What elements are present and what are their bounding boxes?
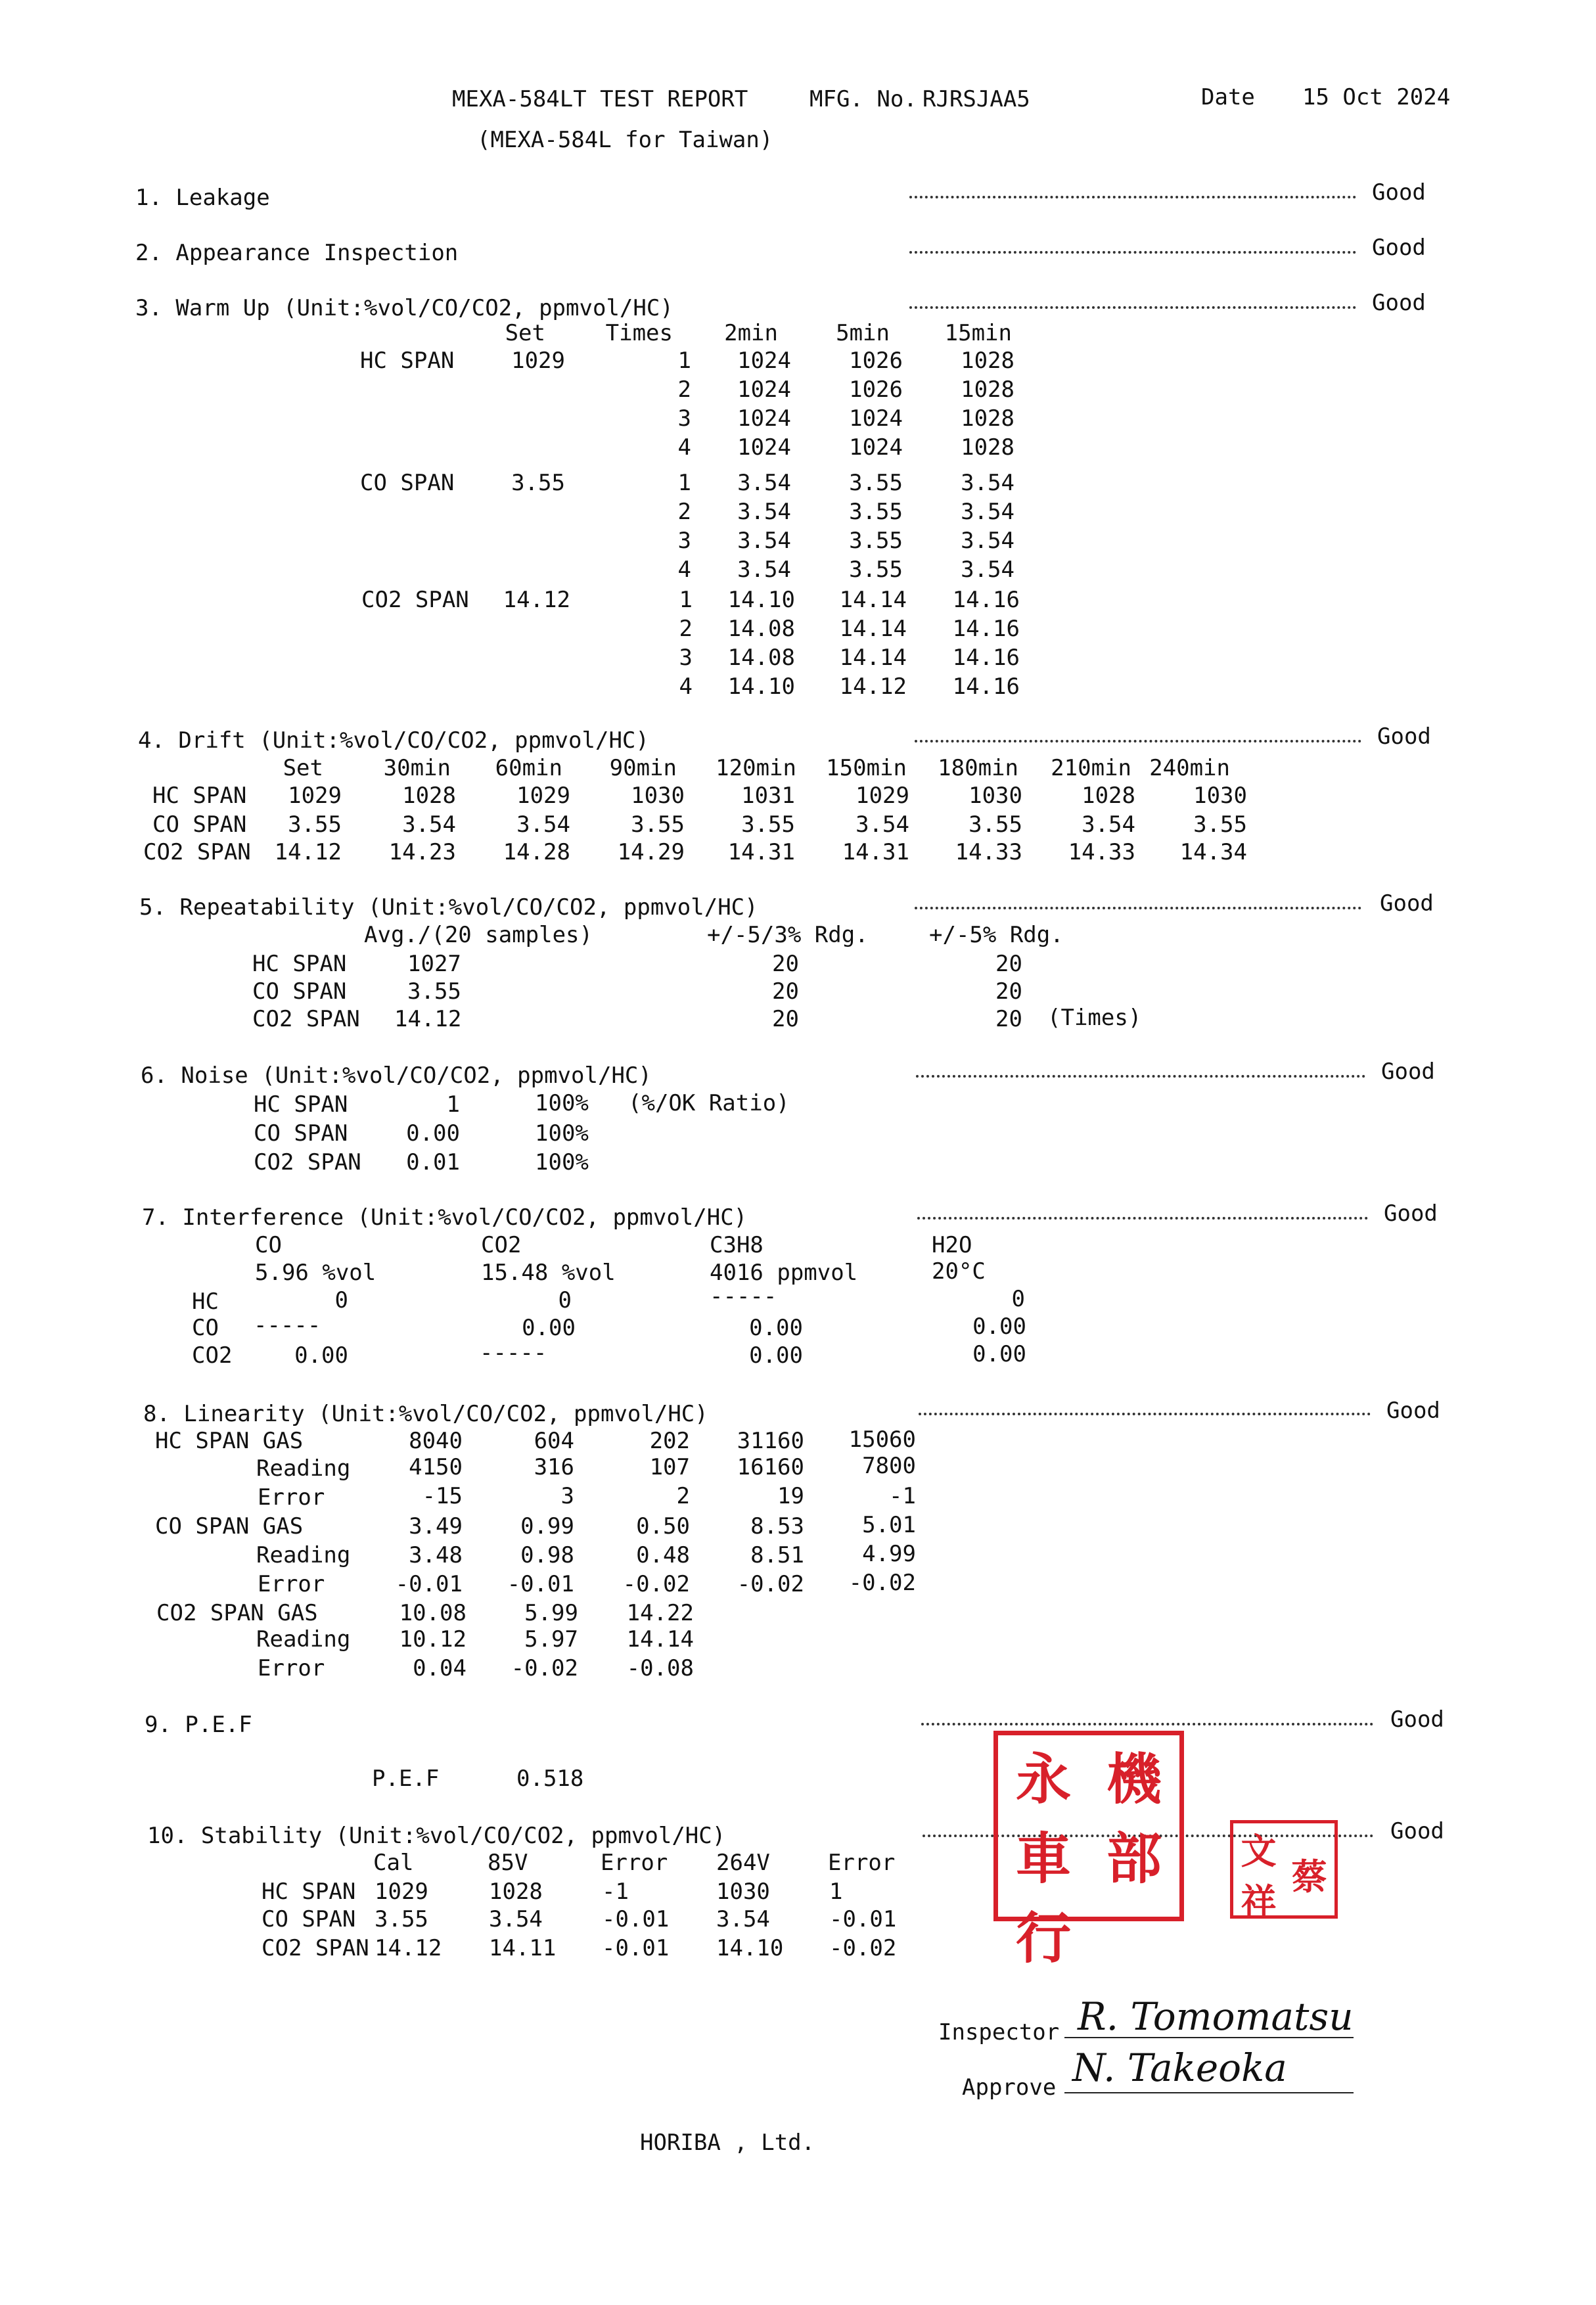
pef-label: P.E.F xyxy=(372,1766,440,1792)
stability-cell: 1028 xyxy=(489,1879,543,1905)
warmup-group-name: HC SPAN xyxy=(360,348,455,374)
interference-cell: 0.00 xyxy=(749,1315,803,1341)
warmup-cell: 14.08 xyxy=(727,616,795,642)
warmup-cell: 1024 xyxy=(849,405,903,432)
leader-dots xyxy=(919,1413,1371,1415)
linearity-gas-label: HC SPAN GAS xyxy=(155,1428,304,1454)
section-2-title: 2. Appearance Inspection xyxy=(135,240,459,266)
noise-value: 0.00 xyxy=(406,1120,460,1147)
drift-cell: 1029 xyxy=(855,783,909,809)
linearity-gas-label: CO2 SPAN GAS xyxy=(156,1600,318,1626)
repeat-count: 20 xyxy=(772,978,799,1005)
noise-value: 0.01 xyxy=(406,1149,460,1175)
stability-row-label: CO2 SPAN xyxy=(262,1935,369,1961)
linearity-cell: -1 xyxy=(889,1483,916,1509)
seal-char: 部 xyxy=(1106,1826,1162,1891)
warmup-times: 2 xyxy=(679,616,693,642)
warmup-times: 3 xyxy=(677,528,691,554)
warmup-times: 4 xyxy=(679,673,693,700)
interference-conc: 4016 ppmvol xyxy=(710,1260,858,1286)
stability-cell: 14.11 xyxy=(489,1935,557,1961)
warmup-cell: 1024 xyxy=(737,348,791,374)
noise-row-label: CO SPAN xyxy=(254,1120,348,1147)
repeat-head-5-3: +/-5/3% Rdg. xyxy=(707,922,869,948)
drift-cell: 3.55 xyxy=(631,811,685,838)
warmup-cell: 3.54 xyxy=(961,528,1015,554)
linearity-cell: 15060 xyxy=(848,1426,916,1453)
drift-head: 60min xyxy=(495,755,562,781)
leader-dots xyxy=(915,907,1361,909)
interference-cell: 0.00 xyxy=(972,1313,1026,1340)
warmup-cell: 1024 xyxy=(737,434,791,461)
linearity-cell: 316 xyxy=(534,1454,574,1480)
seal-char xyxy=(1089,1894,1179,1974)
drift-cell: 3.54 xyxy=(402,811,456,838)
repeat-count: 20 xyxy=(995,1006,1022,1032)
seal-char: 永 xyxy=(1015,1746,1071,1812)
drift-cell: 14.31 xyxy=(842,839,909,865)
warmup-set-value: 14.12 xyxy=(503,587,570,613)
linearity-cell: 8040 xyxy=(409,1428,463,1454)
stability-cell: -0.02 xyxy=(829,1935,897,1961)
warmup-cell: 3.55 xyxy=(849,499,903,525)
stability-head: 85V xyxy=(488,1850,528,1876)
drift-cell: 1030 xyxy=(1193,783,1247,809)
warmup-cell: 14.16 xyxy=(952,673,1020,700)
linearity-cell: 5.99 xyxy=(524,1600,578,1626)
linearity-reading-label: Reading xyxy=(256,1542,351,1568)
drift-cell: 1028 xyxy=(1082,783,1135,809)
signature-line xyxy=(1064,2037,1354,2038)
drift-head: 210min xyxy=(1051,755,1131,781)
linearity-cell: 4150 xyxy=(409,1454,463,1480)
repeat-row-label: HC SPAN xyxy=(252,951,347,977)
linearity-cell: 10.08 xyxy=(399,1600,467,1626)
company-seal-stamp xyxy=(993,1731,1184,1971)
linearity-cell: 3 xyxy=(560,1483,574,1509)
warmup-cell: 3.54 xyxy=(737,499,791,525)
warmup-cell: 1024 xyxy=(737,405,791,432)
drift-cell: 1030 xyxy=(631,783,685,809)
date-label: Date xyxy=(1201,84,1255,110)
stability-head: Cal xyxy=(373,1850,414,1876)
repeat-count: 20 xyxy=(772,951,799,977)
interference-cell: 0 xyxy=(334,1287,348,1313)
drift-head: 30min xyxy=(383,755,451,781)
seal-char: 祥 xyxy=(1241,1881,1277,1923)
warmup-group-name: CO2 SPAN xyxy=(361,587,469,613)
warmup-cell: 1026 xyxy=(849,377,903,403)
drift-head: 180min xyxy=(938,755,1018,781)
warmup-cell: 14.10 xyxy=(727,587,795,613)
interference-cell: 0.00 xyxy=(522,1315,576,1341)
section-7-result: Good xyxy=(1384,1200,1438,1227)
report-subtitle: (MEXA-584L for Taiwan) xyxy=(477,127,773,153)
linearity-cell: 604 xyxy=(534,1428,574,1454)
seal-char: 蔡 xyxy=(1291,1855,1327,1898)
linearity-error-label: Error xyxy=(258,1571,325,1597)
interference-gas: C3H8 xyxy=(710,1232,764,1258)
linearity-cell: 3.48 xyxy=(409,1542,463,1568)
warmup-cell: 14.10 xyxy=(727,673,795,700)
linearity-gas-label: CO SPAN GAS xyxy=(155,1513,304,1540)
pef-value: 0.518 xyxy=(516,1766,584,1792)
linearity-cell: -0.08 xyxy=(626,1655,694,1681)
warmup-cell: 1028 xyxy=(961,434,1015,461)
drift-head: 240min xyxy=(1149,755,1230,781)
drift-cell: 3.54 xyxy=(1082,811,1135,838)
drift-cell: 3.55 xyxy=(741,811,795,838)
linearity-cell: 31160 xyxy=(737,1428,804,1454)
drift-head: 90min xyxy=(609,755,677,781)
warmup-set-value: 1029 xyxy=(511,348,565,374)
drift-cell: 3.55 xyxy=(288,811,342,838)
interference-gas: H2O xyxy=(932,1232,972,1258)
noise-ratio: 100% xyxy=(535,1090,589,1116)
interference-cell: 0.00 xyxy=(294,1342,348,1369)
leader-dots xyxy=(916,1075,1365,1078)
drift-row-label: CO SPAN xyxy=(152,811,247,838)
warmup-cell: 3.54 xyxy=(737,528,791,554)
warmup-times: 1 xyxy=(679,587,693,613)
seal-char: 車 xyxy=(1015,1826,1071,1891)
leader-dots xyxy=(909,306,1356,309)
warmup-head-15min: 15min xyxy=(944,320,1012,346)
stability-cell: 3.54 xyxy=(489,1906,543,1932)
report-title: MEXA-584LT TEST REPORT xyxy=(452,86,748,112)
repeat-head-5: +/-5% Rdg. xyxy=(929,922,1064,948)
linearity-cell: 10.12 xyxy=(399,1626,467,1653)
interference-row-label: CO xyxy=(192,1315,219,1341)
drift-cell: 14.28 xyxy=(503,839,570,865)
stability-cell: 14.12 xyxy=(375,1935,442,1961)
drift-row-label: CO2 SPAN xyxy=(143,839,251,865)
linearity-cell: 0.98 xyxy=(520,1542,574,1568)
drift-row-label: HC SPAN xyxy=(152,783,247,809)
warmup-cell: 1026 xyxy=(849,348,903,374)
warmup-times: 4 xyxy=(677,557,691,583)
section-8-result: Good xyxy=(1386,1398,1440,1424)
linearity-cell: -0.01 xyxy=(507,1571,574,1597)
linearity-cell: -0.01 xyxy=(395,1571,463,1597)
stability-cell: 3.54 xyxy=(716,1906,770,1932)
repeat-count: 20 xyxy=(995,978,1022,1005)
drift-cell: 1030 xyxy=(969,783,1022,809)
drift-head: Set xyxy=(283,755,323,781)
warmup-times: 2 xyxy=(677,499,691,525)
drift-cell: 14.34 xyxy=(1179,839,1247,865)
stability-cell: 1 xyxy=(829,1879,843,1905)
warmup-cell: 3.54 xyxy=(961,470,1015,496)
linearity-cell: 0.48 xyxy=(636,1542,690,1568)
linearity-cell: 8.53 xyxy=(750,1513,804,1540)
stability-cell: -0.01 xyxy=(829,1906,897,1932)
warmup-cell: 1024 xyxy=(737,377,791,403)
warmup-group-name: CO SPAN xyxy=(360,470,455,496)
interference-row-label: CO2 xyxy=(192,1342,233,1369)
drift-cell: 3.55 xyxy=(969,811,1022,838)
interference-conc: 15.48 %vol xyxy=(481,1260,616,1286)
section-2-result: Good xyxy=(1372,235,1426,261)
mfg-label: MFG. No. xyxy=(809,86,917,112)
stability-cell: -0.01 xyxy=(602,1935,670,1961)
company-name: HORIBA , Ltd. xyxy=(640,2130,815,2156)
warmup-cell: 14.12 xyxy=(839,673,907,700)
linearity-reading-label: Reading xyxy=(256,1626,351,1653)
interference-row-label: HC xyxy=(192,1289,219,1315)
approve-signature: N. Takeoka xyxy=(1072,2045,1287,2090)
section-9-result: Good xyxy=(1390,1706,1444,1733)
warmup-cell: 14.16 xyxy=(952,616,1020,642)
warmup-cell: 3.54 xyxy=(737,557,791,583)
drift-head: 120min xyxy=(716,755,796,781)
linearity-cell: -15 xyxy=(422,1483,463,1509)
leader-dots xyxy=(917,1217,1368,1220)
repeat-count: 20 xyxy=(995,951,1022,977)
linearity-cell: 202 xyxy=(649,1428,690,1454)
drift-cell: 3.55 xyxy=(1193,811,1247,838)
stability-row-label: CO SPAN xyxy=(262,1906,356,1932)
section-3-result: Good xyxy=(1372,290,1426,316)
section-7-title: 7. Interference (Unit:%vol/CO/CO2, ppmvol/HC) xyxy=(142,1204,748,1231)
section-4-result: Good xyxy=(1377,723,1431,750)
linearity-cell: 8.51 xyxy=(750,1542,804,1568)
repeat-head-avg: Avg./(20 samples) xyxy=(364,922,593,948)
drift-head: 150min xyxy=(826,755,907,781)
section-5-result: Good xyxy=(1380,890,1434,917)
stability-head: Error xyxy=(601,1850,668,1876)
stability-cell: 1030 xyxy=(716,1879,770,1905)
approve-label: Approve xyxy=(962,2074,1057,2101)
linearity-cell: 2 xyxy=(676,1483,690,1509)
warmup-cell: 1028 xyxy=(961,405,1015,432)
stability-cell: 1029 xyxy=(375,1879,428,1905)
linearity-cell: 3.49 xyxy=(409,1513,463,1540)
linearity-cell: 19 xyxy=(777,1483,804,1509)
stability-cell: 14.10 xyxy=(716,1935,784,1961)
stability-cell: 3.55 xyxy=(375,1906,428,1932)
linearity-cell: 14.14 xyxy=(626,1626,694,1653)
section-5-title: 5. Repeatability (Unit:%vol/CO/CO2, ppmvol/HC) xyxy=(139,894,758,921)
section-10-result: Good xyxy=(1390,1818,1444,1844)
linearity-cell: 5.97 xyxy=(524,1626,578,1653)
interference-cell: 0 xyxy=(1011,1286,1025,1312)
seal-char: 機 xyxy=(1106,1746,1162,1812)
noise-value: 1 xyxy=(446,1091,460,1118)
section-8-title: 8. Linearity (Unit:%vol/CO/CO2, ppmvol/HC) xyxy=(143,1401,708,1427)
noise-note: (%/OK Ratio) xyxy=(628,1090,790,1116)
personal-seal-stamp xyxy=(1230,1820,1338,1923)
linearity-error-label: Error xyxy=(258,1655,325,1681)
section-6-title: 6. Noise (Unit:%vol/CO/CO2, ppmvol/HC) xyxy=(141,1062,652,1089)
warmup-cell: 3.54 xyxy=(961,499,1015,525)
interference-conc: 5.96 %vol xyxy=(255,1260,376,1286)
interference-gas: CO xyxy=(255,1232,282,1258)
inspector-signature: R. Tomomatsu xyxy=(1078,1994,1354,2039)
seal-char: 文 xyxy=(1241,1830,1277,1872)
drift-cell: 1031 xyxy=(741,783,795,809)
report-date: 15 Oct 2024 xyxy=(1302,84,1451,110)
warmup-head-2min: 2min xyxy=(724,320,778,346)
warmup-cell: 14.14 xyxy=(839,645,907,671)
warmup-set-value: 3.55 xyxy=(511,470,565,496)
interference-conc: 20°C xyxy=(932,1258,986,1285)
drift-cell: 14.23 xyxy=(388,839,456,865)
warmup-cell: 14.16 xyxy=(952,587,1020,613)
leader-dots xyxy=(921,1723,1373,1725)
interference-cell: 0.00 xyxy=(749,1342,803,1369)
section-10-title: 10. Stability (Unit:%vol/CO/CO2, ppmvol/HC) xyxy=(147,1823,726,1849)
warmup-cell: 14.14 xyxy=(839,616,907,642)
warmup-times: 1 xyxy=(677,348,691,374)
interference-cell: ----- xyxy=(254,1312,321,1338)
warmup-times: 3 xyxy=(677,405,691,432)
interference-cell: 0 xyxy=(558,1287,572,1313)
section-1-title: 1. Leakage xyxy=(135,185,270,211)
repeat-row-label: CO SPAN xyxy=(252,978,347,1005)
linearity-cell: 4.99 xyxy=(862,1541,916,1567)
warmup-cell: 3.54 xyxy=(961,557,1015,583)
warmup-cell: 3.55 xyxy=(849,557,903,583)
repeat-unit: (Times) xyxy=(1047,1005,1142,1031)
seal-char: 行 xyxy=(1015,1906,1071,1971)
drift-cell: 14.12 xyxy=(274,839,342,865)
linearity-cell: 5.01 xyxy=(862,1512,916,1538)
section-6-result: Good xyxy=(1381,1059,1435,1085)
inspector-label: Inspector xyxy=(938,2019,1060,2045)
stability-cell: -1 xyxy=(602,1879,629,1905)
drift-cell: 1029 xyxy=(288,783,342,809)
interference-cell: ----- xyxy=(710,1283,777,1310)
noise-row-label: HC SPAN xyxy=(254,1091,348,1118)
repeat-count: 20 xyxy=(772,1006,799,1032)
section-9-title: 9. P.E.F xyxy=(145,1712,252,1738)
linearity-cell: 0.04 xyxy=(413,1655,467,1681)
interference-cell: 0.00 xyxy=(972,1341,1026,1367)
leader-dots xyxy=(909,196,1356,198)
warmup-times: 2 xyxy=(677,377,691,403)
linearity-cell: 107 xyxy=(649,1454,690,1480)
warmup-times: 1 xyxy=(677,470,691,496)
warmup-cell: 3.55 xyxy=(849,528,903,554)
linearity-cell: -0.02 xyxy=(737,1571,804,1597)
linearity-reading-label: Reading xyxy=(256,1455,351,1482)
linearity-error-label: Error xyxy=(258,1484,325,1511)
linearity-cell: -0.02 xyxy=(622,1571,690,1597)
warmup-cell: 3.54 xyxy=(737,470,791,496)
warmup-cell: 3.55 xyxy=(849,470,903,496)
interference-gas: CO2 xyxy=(481,1232,522,1258)
section-1-result: Good xyxy=(1372,179,1426,206)
repeat-row-label: CO2 SPAN xyxy=(252,1006,360,1032)
drift-cell: 1029 xyxy=(516,783,570,809)
warmup-head-set: Set xyxy=(505,320,545,346)
drift-cell: 14.33 xyxy=(955,839,1022,865)
drift-cell: 1028 xyxy=(402,783,456,809)
warmup-head-times: Times xyxy=(605,320,673,346)
linearity-cell: 16160 xyxy=(737,1454,804,1480)
stability-cell: -0.01 xyxy=(602,1906,670,1932)
signature-line xyxy=(1064,2092,1354,2093)
section-3-title: 3. Warm Up (Unit:%vol/CO/CO2, ppmvol/HC) xyxy=(135,295,673,321)
warmup-head-5min: 5min xyxy=(836,320,890,346)
warmup-cell: 1024 xyxy=(849,434,903,461)
repeat-avg: 14.12 xyxy=(394,1006,462,1032)
drift-cell: 14.29 xyxy=(617,839,685,865)
stability-row-label: HC SPAN xyxy=(262,1879,356,1905)
section-4-title: 4. Drift (Unit:%vol/CO/CO2, ppmvol/HC) xyxy=(138,727,649,754)
warmup-times: 4 xyxy=(677,434,691,461)
repeat-avg: 3.55 xyxy=(407,978,461,1005)
linearity-cell: 14.22 xyxy=(626,1600,694,1626)
linearity-cell: 7800 xyxy=(862,1453,916,1479)
drift-cell: 3.54 xyxy=(516,811,570,838)
warmup-cell: 14.08 xyxy=(727,645,795,671)
drift-cell: 14.33 xyxy=(1068,839,1135,865)
warmup-cell: 14.14 xyxy=(839,587,907,613)
mfg-number: RJRSJAA5 xyxy=(923,86,1030,112)
linearity-cell: 0.50 xyxy=(636,1513,690,1540)
warmup-cell: 14.16 xyxy=(952,645,1020,671)
warmup-times: 3 xyxy=(679,645,693,671)
repeat-avg: 1027 xyxy=(407,951,461,977)
noise-ratio: 100% xyxy=(535,1149,589,1175)
leader-dots xyxy=(915,740,1361,742)
leader-dots xyxy=(909,251,1356,254)
stability-head: 264V xyxy=(716,1850,770,1876)
warmup-cell: 1028 xyxy=(961,348,1015,374)
warmup-cell: 1028 xyxy=(961,377,1015,403)
linearity-cell: -0.02 xyxy=(848,1570,916,1596)
linearity-cell: 0.99 xyxy=(520,1513,574,1540)
stability-head: Error xyxy=(828,1850,896,1876)
interference-cell: ----- xyxy=(480,1340,547,1366)
linearity-cell: -0.02 xyxy=(511,1655,578,1681)
drift-cell: 14.31 xyxy=(727,839,795,865)
noise-ratio: 100% xyxy=(535,1120,589,1147)
drift-cell: 3.54 xyxy=(855,811,909,838)
noise-row-label: CO2 SPAN xyxy=(254,1149,361,1175)
